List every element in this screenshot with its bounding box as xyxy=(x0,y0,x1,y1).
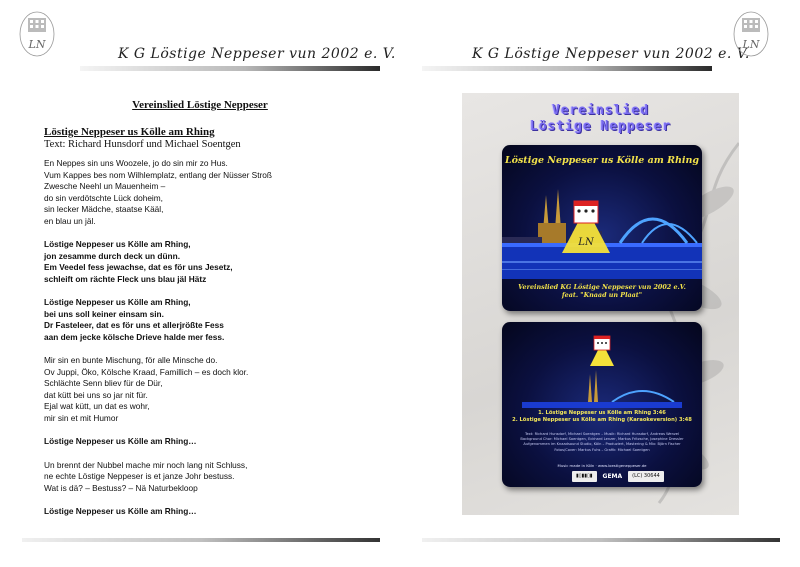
lyrics-line: bei uns soll keiner einsam sin. xyxy=(44,308,164,319)
lyrics-stanza xyxy=(44,460,374,495)
header-divider xyxy=(80,66,380,71)
lyrics-line: Löstige Neppeser us Kölle am Rhing, xyxy=(44,297,191,307)
lyrics-line: Löstige Neppeser us Kölle am Rhing… xyxy=(44,506,197,516)
lyrics-line: dat kütt bei uns so jar nit für. xyxy=(44,389,148,400)
lyrics-line: schleift om rächte Fleck uns blau jäl Hätz xyxy=(44,273,207,284)
cd-logo-initials: LN xyxy=(578,237,594,248)
lyrics-line: do sin verdötschte Lück doheim, xyxy=(44,192,163,203)
cd-website: Music made in Köln · www.loestigeneppeser.de xyxy=(557,463,647,468)
cd-credit-line: Background Chor: Michael Soentgen, Eckhard Lenzer, Markus Fritzsche, Josephine Dressler xyxy=(520,437,684,442)
cologne-cathedral-night-icon xyxy=(502,175,702,279)
cd-credit-line: Text: Richard Hunsdorf, Michael Soentgen – Musik: Richard Hunsdorf, Andreas Wenzel xyxy=(524,432,680,436)
barcode-icon: ▮▯▮▮▯▮ xyxy=(572,471,597,482)
lyrics-line: Mir sin en bunte Mischung, för alle Minsche do. xyxy=(44,355,218,365)
cd-track-2: 2. Löstige Neppeser us Kölle am Rhing (Karaokeversion) 3:48 xyxy=(512,417,692,423)
lyrics-stanza xyxy=(44,436,374,448)
footer-divider xyxy=(22,538,380,542)
lyrics-line: Löstige Neppeser us Kölle am Rhing… xyxy=(44,436,197,446)
header-title: K G Löstige Neppeser vun 2002 e. V. xyxy=(118,46,396,62)
cd-back-scene-icon xyxy=(502,322,702,412)
lyrics-stanza xyxy=(44,297,374,343)
lyrics-line: jon zesamme durch deck un dünn. xyxy=(44,250,180,261)
lyrics-stanza xyxy=(44,355,374,424)
gema-badge: GEMA xyxy=(602,472,623,480)
lyrics xyxy=(44,158,374,530)
cd-artwork-panel xyxy=(462,93,739,515)
logo-initials: LN xyxy=(28,38,46,51)
cd-credit-line: Fotos/Cover: Markus Fuhs – Grafik: Michael Soentgen xyxy=(554,447,650,452)
lyrics-line: ne echte Löstige Neppeser is et janze Johr bestuss. xyxy=(44,471,235,481)
cd-front-subtitle-1: Vereinslied KG Löstige Neppeser vun 2002 e.V. xyxy=(518,283,686,291)
lyrics-line: en blau un jäl. xyxy=(44,215,96,226)
song-credit: Text: Richard Hunsdorf und Michael Soentgen xyxy=(44,139,241,150)
lyrics-line: Un brennt der Nubbel mache mir noch lang nit Schluss, xyxy=(44,459,248,470)
lyrics-stanza xyxy=(44,239,374,285)
song-title: Löstige Neppeser us Kölle am Rhing xyxy=(44,126,215,138)
lyrics-line: Dr Fasteleer, dat es för uns et allerjrößte Fess xyxy=(44,320,224,330)
club-logo xyxy=(732,10,770,58)
lyrics-line: Löstige Neppeser us Kölle am Rhing, xyxy=(44,239,191,249)
lyrics-line: aan dem jecke kölsche Drieve halde mer fess. xyxy=(44,331,225,342)
lyrics-stanza xyxy=(44,158,374,227)
lyrics-line: En Neppes sin uns Woozele, jo do sin mir zo Hus. xyxy=(44,158,228,168)
lyrics-line: Ejal wat kütt, un dat es wohr, xyxy=(44,401,150,411)
lyrics-line: Schlächte Senn bliev für de Dür, xyxy=(44,378,163,388)
cd-track-1: 1. Löstige Neppeser us Kölle am Rhing 3:46 xyxy=(538,410,666,416)
logo-initials: LN xyxy=(742,38,760,51)
cd-badges xyxy=(572,470,664,482)
cd-front-cover xyxy=(502,145,702,311)
document-title: Vereinslied Löstige Neppeser xyxy=(132,99,268,111)
cd-back-cover xyxy=(502,322,702,487)
cd-front-headline: Löstige Neppeser us Kölle am Rhing xyxy=(504,155,700,166)
lyrics-line: sin lecker Mädche, staatse Kääl, xyxy=(44,204,164,214)
lyrics-line: Zwesche Neehl un Mauenheim – xyxy=(44,181,166,191)
club-crest-icon xyxy=(18,10,56,58)
lyrics-stanza xyxy=(44,506,374,518)
right-page xyxy=(400,0,800,567)
club-crest-icon xyxy=(732,10,770,58)
art-title-line-1: Vereinslied xyxy=(551,103,650,118)
cd-front-subtitle-2: feat. "Knaad un Plaat" xyxy=(561,291,643,299)
footer-divider xyxy=(422,538,780,542)
lyrics-line: Em Veedel fess jewachse, dat es för uns Jesetz, xyxy=(44,262,233,272)
lyrics-line: mir sin et mit Humor xyxy=(44,412,119,423)
cd-credits xyxy=(516,432,688,453)
cd-credit-line: Aufgenommen im Knaadsound Studio, Köln – Produziert, Mastering & Mix: Björn Fischer xyxy=(523,442,681,447)
lyrics-line: Ov Juppi, Öko, Kölsche Kraad, Famillich – es doch klor. xyxy=(44,366,249,377)
lyrics-line: Wat is dä? – Bestuss? – Nä Naturbekloop xyxy=(44,482,198,493)
cd-front-subtitle xyxy=(502,283,702,299)
label-code-badge: (LC) 30644 xyxy=(628,471,664,482)
club-logo xyxy=(18,10,56,58)
header-title: K G Löstige Neppeser vun 2002 e. V. xyxy=(472,46,750,62)
header-divider xyxy=(422,66,712,71)
lyrics-line: Vum Kappes bes nom Wilhlemplatz, entlang der Nüsser Stroß xyxy=(44,169,272,180)
art-title-line-2: Löstige Neppeser xyxy=(529,119,672,134)
